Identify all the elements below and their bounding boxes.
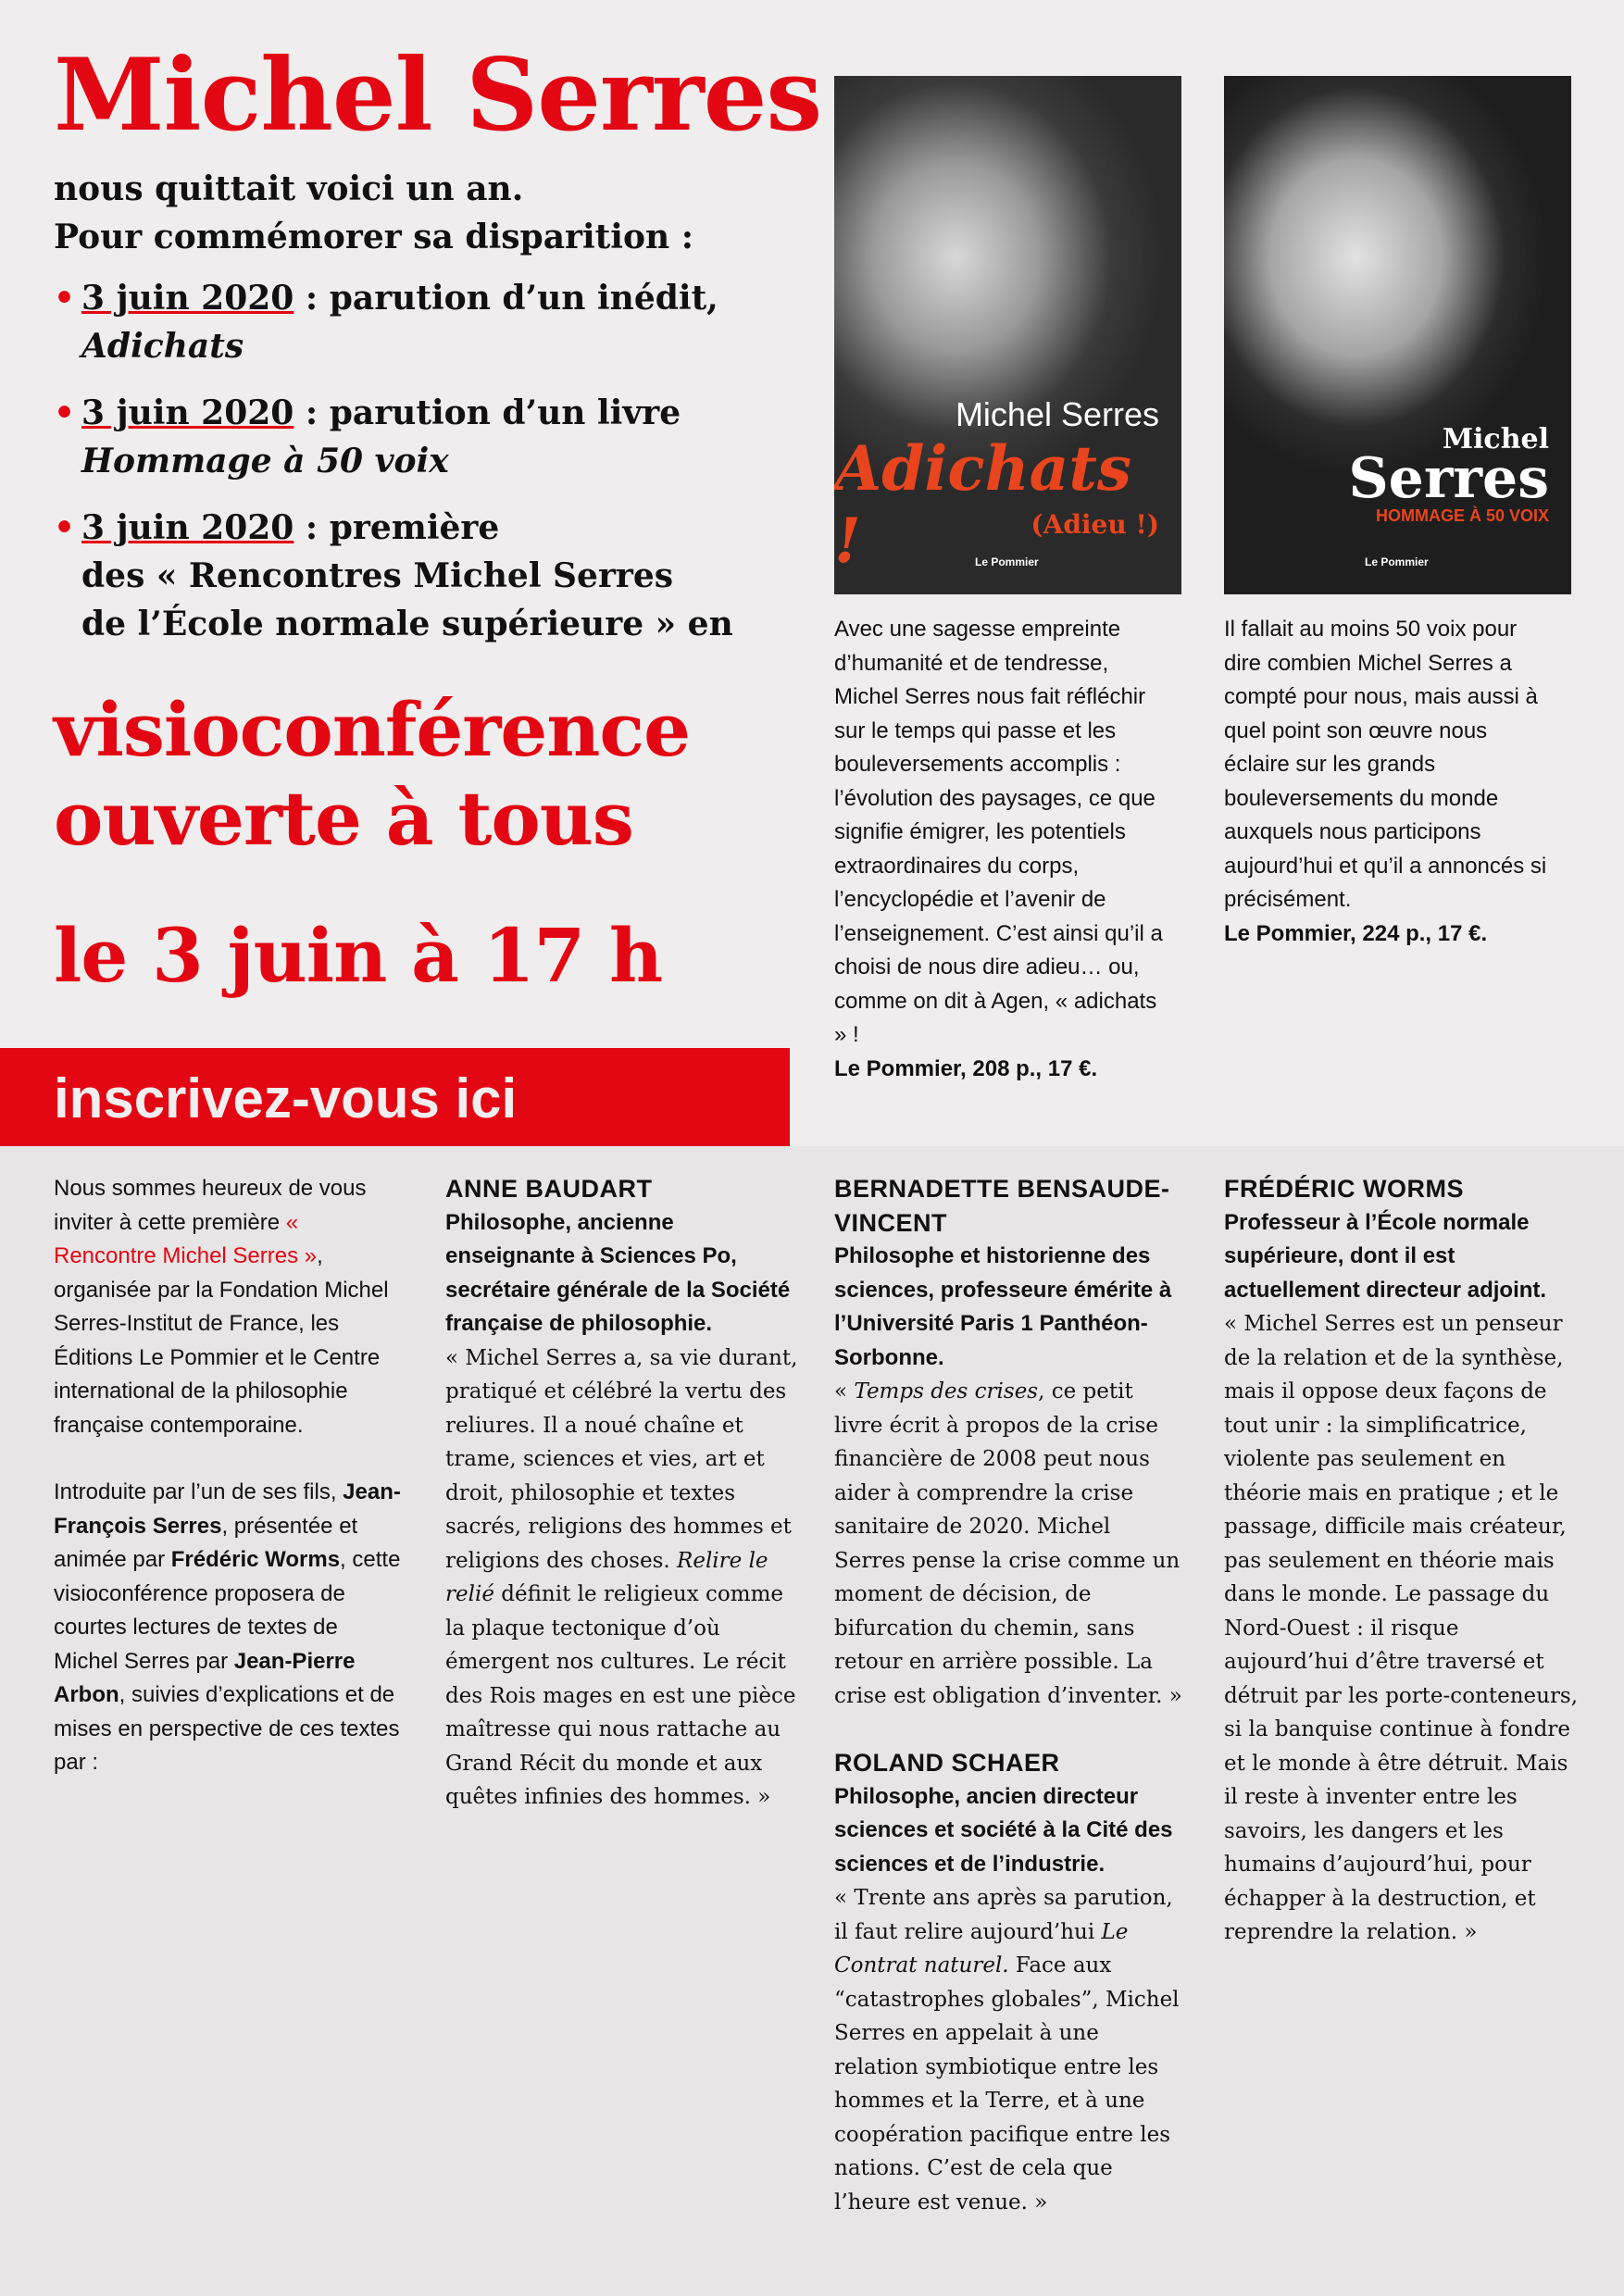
cover-title: HOMMAGE À 50 VOIX bbox=[1375, 506, 1549, 525]
intro-line: nous quittait voici un an. bbox=[54, 169, 524, 208]
speaker-role: Professeur à l’École normale supérieure, dont il est actuellement directeur adjoint. bbox=[1224, 1209, 1547, 1303]
person-name: Frédéric Worms bbox=[170, 1547, 341, 1572]
headline bbox=[54, 685, 690, 863]
person-name: Jean-Pierre Arbon bbox=[54, 1648, 356, 1707]
event-list bbox=[54, 274, 794, 667]
event-date: 3 juin 2020 bbox=[81, 279, 294, 318]
event-text: de l’École normale supérieure » en bbox=[81, 605, 733, 643]
event-date: 3 juin 2020 bbox=[81, 508, 294, 547]
description-text: Avec une sagesse empreinte d’humanité et de tendresse, Michel Serres nous fait réfléchir sur le temps qui passe et les bouleversements accomplis : l’évolution des paysages, ce que signifie émigrer, les potentiels extraordinaires du corps, l’encyclopédie et l’avenir de l’enseignement. C’est ainsi qu’il a choisi de nous dire adieu… ou, comme on dit à Agen, « adichats » ! bbox=[834, 617, 1163, 1047]
quote-title: Temps des crises bbox=[854, 1379, 1039, 1404]
cover-author: Michel Serres bbox=[955, 395, 1159, 433]
event-time: le 3 juin à 17 h bbox=[54, 912, 663, 999]
quote-title: Le Contrat naturel. bbox=[834, 1919, 1129, 1978]
text: , suivies d’explications et de mises en perspective de ces textes par : bbox=[54, 1682, 400, 1775]
page-title: Michel Serres bbox=[54, 37, 822, 154]
register-button[interactable]: inscrivez-vous ici bbox=[0, 1048, 790, 1146]
speaker-name: BERNADETTE BENSAUDE-VINCENT bbox=[834, 1175, 1170, 1237]
description-text: Il fallait au moins 50 voix pour dire combien Michel Serres a compté pour nous, mais aussi à quel point son œuvre nous éclaire sur les grands bouleversements du monde auxquels nous participons aujourd’hui et qu’il a annoncés si précisément. bbox=[1224, 617, 1547, 912]
speaker-role: Philosophe, ancien directeur sciences et société à la Cité des sciences et de l’industrie. bbox=[834, 1783, 1173, 1877]
book-description bbox=[834, 613, 1168, 1086]
quote: « Michel Serres est un penseur de la relation et de la synthèse, mais il oppose deux façons de tout unir : la simplificatrice, violente pas seulement en théorie mais en pratique ; et le passage, difficile mais créateur, pas seulement en théorie mais dans le monde. Le passage du Nord-Ouest : il risque aujourd’hui d’être traversé et détruit par les porte-conteneurs, si la banquise continue à fondre et le monde à être détruit. Mais il reste à inventer entre les savoirs, les dangers et les humains d’aujourd’hui, pour échapper à la destruction, et reprendre la relation. » bbox=[1224, 1312, 1579, 1944]
text: Introduite par l’un de ses fils, bbox=[54, 1479, 344, 1504]
book-description bbox=[1224, 613, 1557, 951]
speaker-name: ANNE BAUDART bbox=[445, 1175, 653, 1203]
speaker-worms bbox=[1224, 1172, 1585, 1950]
event-text: des « Rencontres Michel Serres bbox=[81, 556, 674, 595]
quote: , ce petit livre écrit à propos de la crise financière de 2008 peut nous aider à comprendre la crise sanitaire de 2020. Michel Serres pense la crise comme un moment de décision, de bifurcation du chemin, sans retour en arrière possible. La crise est obligation d’inventer. » bbox=[834, 1379, 1182, 1708]
event-date: 3 juin 2020 bbox=[81, 393, 294, 432]
event-text: : parution d’un inédit, bbox=[294, 279, 718, 318]
speaker-column bbox=[834, 1172, 1186, 2219]
headline-line: ouverte à tous bbox=[54, 775, 633, 862]
speaker-role: Philosophe, ancienne enseignante à Sciences Po, secrétaire générale de la Société française de philosophie. bbox=[445, 1209, 791, 1336]
rencontre-link[interactable]: « Rencontre Michel Serres » bbox=[54, 1209, 318, 1268]
quote: Face aux “catastrophes globales”, Michel Serres en appelait à une relation symbiotique entre les hommes et la Terre, et à une coopération pacifique entre les nations. C’est de cela que l’heure est venue. » bbox=[834, 1953, 1180, 2215]
event-item bbox=[54, 274, 794, 370]
event-title: Adichats bbox=[81, 327, 244, 366]
cover-publisher: Le Pommier bbox=[975, 555, 1039, 568]
cover-author: Michel bbox=[1442, 423, 1549, 455]
quote: « Michel Serres a, sa vie durant, pratiqué et célébré la vertu des reliures. Il a noué chaîne et trame, sciences et vies, art et droit, philosophie et textes sacrés, religions des hommes et religions des choses. bbox=[445, 1345, 798, 1573]
headline-line: visioconférence bbox=[54, 686, 691, 773]
quote: « bbox=[834, 1379, 855, 1404]
invitation-text bbox=[54, 1172, 406, 1780]
cover-publisher: Le Pommier bbox=[1365, 555, 1429, 568]
quote: « Trente ans après sa parution, il faut relire aujourd’hui bbox=[834, 1886, 1173, 1944]
intro bbox=[54, 165, 776, 261]
cover-subtitle: (Adieu !) bbox=[1031, 509, 1159, 540]
speaker-role: Philosophe et historienne des sciences, professeure émérite à l’Université Paris 1 Panthéon-Sorbonne. bbox=[834, 1243, 1172, 1370]
event-text: : parution d’un livre bbox=[294, 393, 681, 432]
speaker-name: FRÉDÉRIC WORMS bbox=[1224, 1175, 1464, 1203]
book-info: Le Pommier, 208 p., 17 €. bbox=[834, 1055, 1098, 1081]
event-title: Hommage à 50 voix bbox=[81, 442, 449, 480]
text: , présentée et animée par bbox=[54, 1513, 358, 1572]
speaker-name: ROLAND SCHAER bbox=[834, 1749, 1060, 1777]
cover-title: Adichats ! bbox=[834, 432, 1132, 577]
text: , cette visioconférence proposera de courtes lectures de textes de Michel Serres par bbox=[54, 1547, 401, 1674]
quote-title: Relire le relié bbox=[445, 1548, 768, 1606]
text: , organisée par la Fondation Michel Serres-Institut de France, les Éditions Le Pommier et le Centre international de la philosophie française contemporaine. bbox=[54, 1243, 389, 1438]
event-item bbox=[54, 504, 794, 648]
cover-author: Serres bbox=[1348, 446, 1549, 511]
book-info: Le Pommier, 224 p., 17 €. bbox=[1224, 920, 1488, 946]
person-name: Jean-François Serres bbox=[54, 1479, 401, 1539]
intro-line: Pour commémorer sa disparition : bbox=[54, 218, 693, 256]
text: Nous sommes heureux de vous inviter à cette première bbox=[54, 1176, 367, 1235]
event-item bbox=[54, 389, 794, 485]
book-cover-adichats bbox=[834, 76, 1181, 594]
event-text: : première bbox=[294, 508, 500, 547]
book-cover-hommage bbox=[1224, 76, 1571, 594]
speaker-baudart bbox=[445, 1172, 806, 1815]
quote: définit le religieux comme la plaque tectonique d’où émergent nos cultures. Le récit des Rois mages en est une pièce maîtresse qui nous rattache au Grand Récit du monde et aux quêtes infinies des hommes. » bbox=[445, 1582, 796, 1809]
